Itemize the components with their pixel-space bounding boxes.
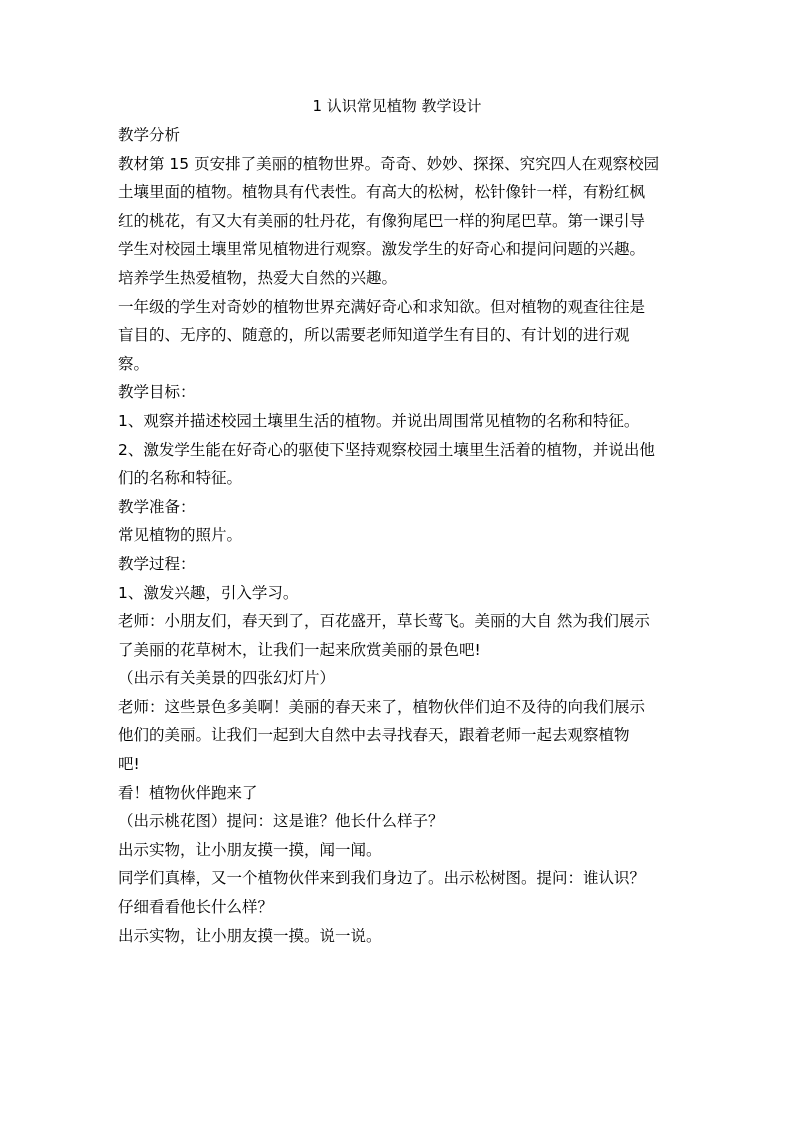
paragraph-line: 他们的美丽。让我们一起到大自然中去寻找春天，跟着老师一起去观察植物 [118,726,630,745]
paragraph-line: 常见植物的照片。 [118,526,243,545]
paragraph-line: 仔细看看他长什么样？ [118,898,274,917]
document-title: 1 认识常见植物 教学设计 [312,97,482,115]
objective-item: 1、观察并描述校园土壤里生活的植物。并说出周围常见植物的名称和特征。 [118,411,640,430]
paragraph-line: 出示实物，让小朋友摸一摸，闻一闻。 [118,840,382,859]
paragraph-line: 老师：这些景色多美啊！美丽的春天来了，植物伙伴们迫不及待的向我们展示 [118,697,646,716]
paragraph-line: 红的桃花，有又大有美丽的牡丹花，有像狗尾巴一样的狗尾巴草。第一课引导 [118,211,646,230]
heading-process: 教学过程： [118,554,196,573]
paragraph-line: 土壤里面的植物。植物具有代表性。有高大的松树，松针像针一样，有粉红枫 [118,183,646,202]
paragraph-line: 盲目的、无序的、随意的，所以需要老师知道学生有目的、有计划的进行观 [118,326,630,345]
paragraph-line: 看！植物伙伴跑来了 [118,783,258,802]
paragraph-line: 培养学生热爱植物，热爱大自然的兴趣。 [118,268,398,287]
paragraph-line: 出示实物，让小朋友摸一摸。说一说。 [118,926,382,945]
document-body [118,121,678,950]
paragraph-line: （出示有关美景的四张幻灯片） [118,669,336,688]
paragraph-line: 了美丽的花草树木，让我们一起来欣赏美丽的景色吧! [118,640,481,659]
heading-objectives: 教学目标： [118,383,196,402]
paragraph-line: 察。 [118,354,150,373]
paragraph-line: 同学们真棒，又一个植物伙伴来到我们身边了。出示松树图。提问：谁认识？ [118,869,646,888]
heading-preparation: 教学准备： [118,497,196,516]
process-step: 1、激发兴趣，引入学习。 [118,583,299,602]
objective-item: 们的名称和特征。 [118,469,243,488]
paragraph-line: 吧! [118,755,140,774]
heading-analysis: 教学分析 [118,126,181,144]
paragraph-line: （出示桃花图）提问：这是谁？他长什么样子？ [118,812,444,831]
paragraph-line: 学生对校园土壤里常见植物进行观察。激发学生的好奇心和提问问题的兴趣。 [118,240,646,259]
paragraph-line: 教材第 15 页安排了美丽的植物世界。奇奇、妙妙、探探、究究四人在观察校园 [118,154,660,173]
objective-item: 2、激发学生能在好奇心的驱使下坚持观察校园土壤里生活着的植物，并说出他 [118,440,655,459]
paragraph-line: 老师：小朋友们，春天到了，百花盛开，草长莺飞。美丽的大自 然为我们展示 [118,612,650,631]
paragraph-line: 一年级的学生对奇妙的植物世界充满好奇心和求知欲。但对植物的观查往往是 [118,297,646,316]
